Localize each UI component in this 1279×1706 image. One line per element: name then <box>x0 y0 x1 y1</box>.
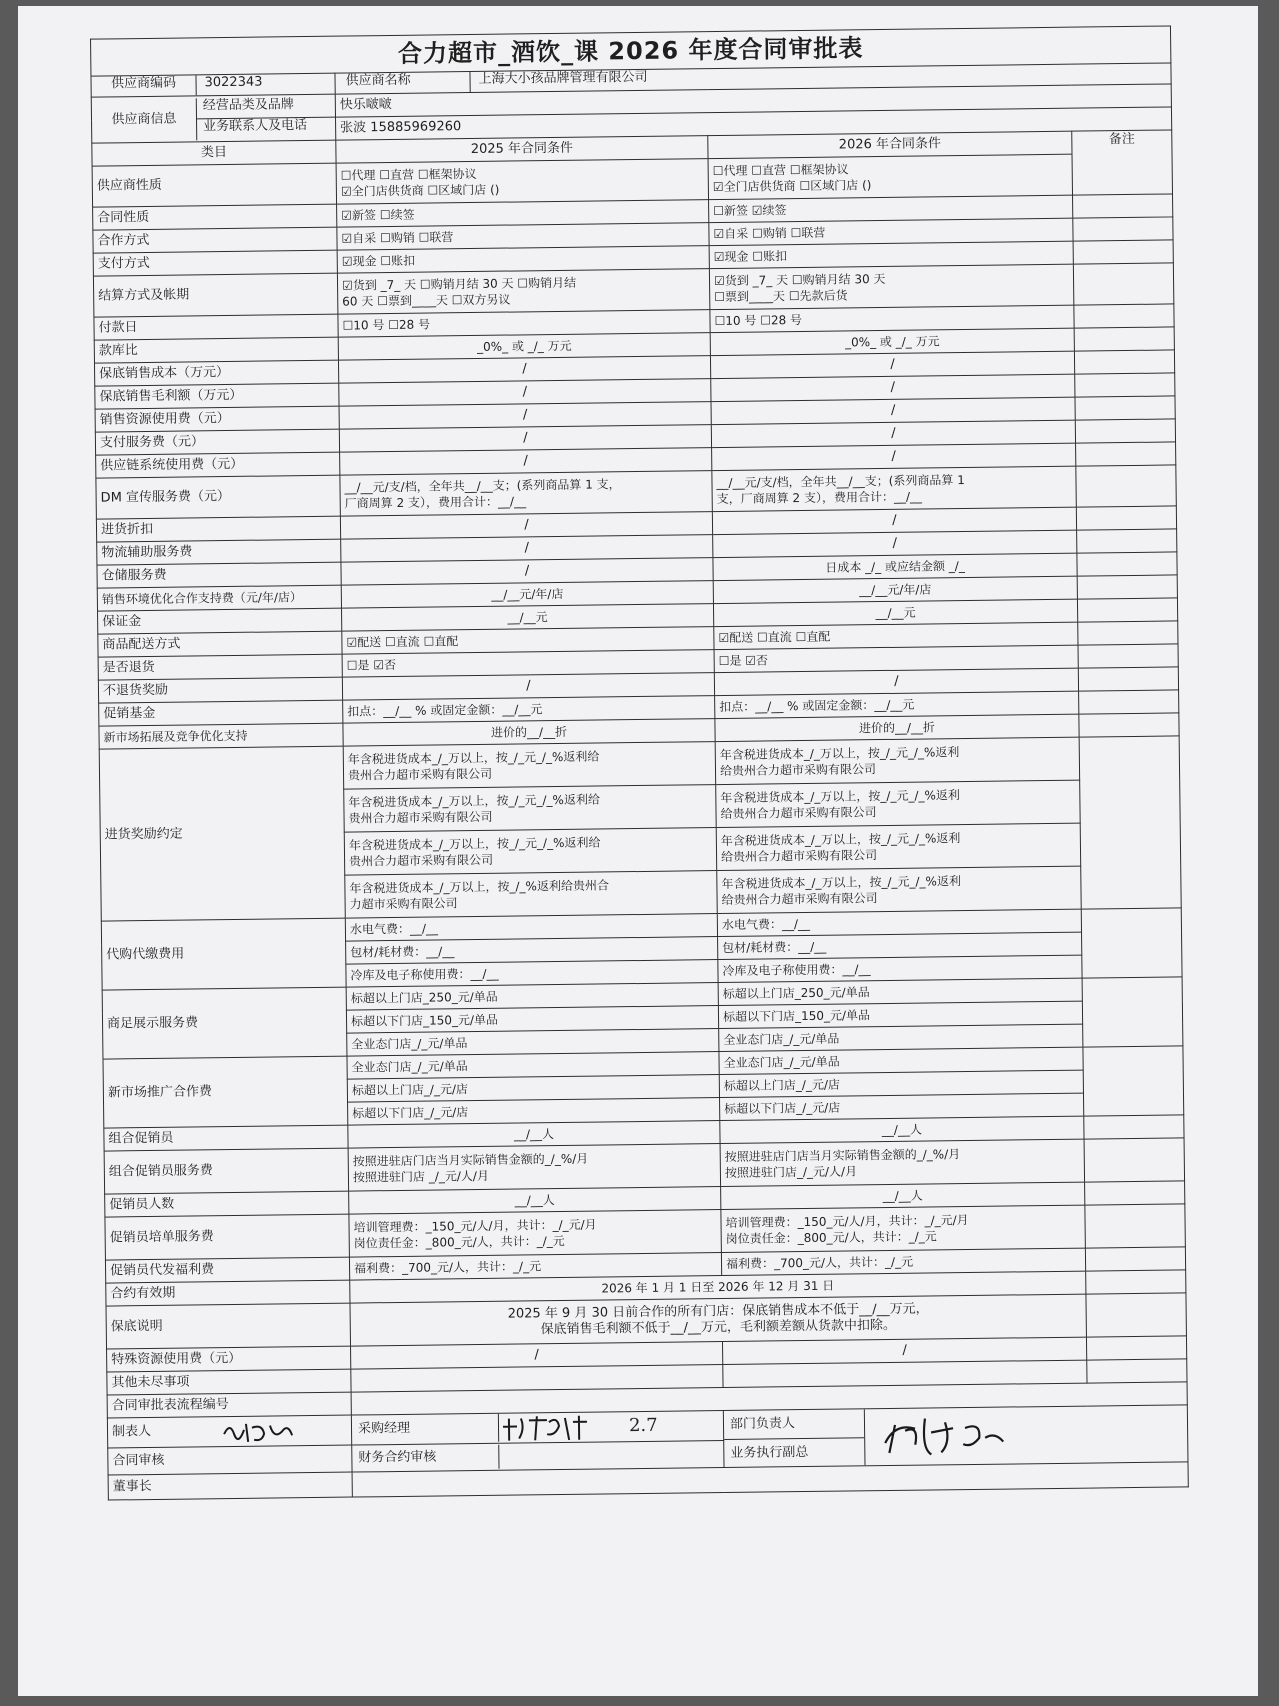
display-2026-below: 标超以下门店_150_元/单品 <box>718 1001 1082 1028</box>
combo-promoter-fee-2026 <box>720 1139 1084 1186</box>
returns-label: 是否退货 <box>98 654 342 680</box>
nature-2026-line1: ☐代理 ☐直营 ☐框架协议 <box>712 162 849 179</box>
combo-promoter-fee-2025-line1: 按照进驻店门店当月实际销售金额的_/_%/月 <box>352 1151 589 1169</box>
new-market-2025: 进价的__/__折 <box>343 719 715 747</box>
ratio-remark <box>1074 327 1174 351</box>
agency-label: 代购代缴费用 <box>101 918 346 990</box>
ratio-label: 款库比 <box>94 337 338 363</box>
pay-day-2025: ☐10 号 ☐28 号 <box>338 310 710 338</box>
contract-type-remark <box>1073 194 1173 218</box>
form-title: 合力超市_酒饮_课 2026 年度合同审批表 <box>91 26 1171 76</box>
dept-head-label: 部门负责人 <box>724 1409 864 1440</box>
env-2025: __/__元/年/店 <box>341 581 713 609</box>
purchase-manager-date: 2.7 <box>628 1415 658 1437</box>
purchase-reward-2026-2 <box>716 780 1080 827</box>
purchase-reward-remark <box>1079 736 1181 909</box>
guarantee-note-label: 保底说明 <box>106 1303 351 1349</box>
contract-type-label: 合同性质 <box>93 204 337 230</box>
supplier-code-value: 3022343 <box>204 74 263 91</box>
purchase-reward-2026-2-line1: 年含税进货成本_/_万以上，按_/_元_/_%返利 <box>720 788 960 806</box>
contract-type-2026: ☐新签 ☑续签 <box>709 195 1073 222</box>
preparer-cell <box>107 1415 351 1447</box>
guarantee-note-remark <box>1086 1293 1187 1337</box>
purchase-reward-2026-3-line2: 给贵州合力超市采购有限公司 <box>720 848 878 865</box>
combo-promoter-label: 组合促销员 <box>104 1125 348 1151</box>
nature-label: 供应商性质 <box>92 163 336 207</box>
special-fee-2025: / <box>351 1342 723 1370</box>
returns-2025: ☐是 ☑否 <box>342 650 714 678</box>
special-fee-remark <box>1086 1336 1186 1360</box>
new-promo-remark <box>1083 1046 1184 1116</box>
contract-type-2025: ☑新签 ☐续签 <box>337 200 709 228</box>
promoter-training-2026 <box>721 1205 1085 1252</box>
settlement-2026-line1: ☑货到 _7_ 天 ☐购销月结 30 天 <box>713 271 886 289</box>
settlement-2026-line2: ☐票到____天 ☐先款后货 <box>714 288 848 305</box>
purchase-reward-2025-3 <box>344 828 716 876</box>
combo-promoter-2026: __/__人 <box>720 1116 1084 1143</box>
discount-2025: / <box>340 512 712 540</box>
category-brand-label: 经营品类及品牌 <box>197 96 335 119</box>
combo-promoter-fee-label: 组合促销员服务费 <box>104 1148 349 1194</box>
dept-head-cell <box>723 1405 1188 1468</box>
settlement-2025-line2: 60 天 ☐票到____天 ☐双方另议 <box>342 292 511 309</box>
guarantee-margin-2026: / <box>711 374 1075 401</box>
promoter-count-label: 促销员人数 <box>105 1191 349 1217</box>
env-label: 销售环境优化合作支持费（元/年/店） <box>97 585 341 611</box>
promoter-count-2026: __/__人 <box>721 1182 1085 1209</box>
resource-fee-label: 销售资源使用费（元） <box>95 406 339 432</box>
payment-remark <box>1073 240 1173 264</box>
promo-fund-2026: 扣点：__/__ % 或固定金额：__/__元 <box>715 691 1079 718</box>
col-remarks: 备注 <box>1072 130 1173 195</box>
new-market-2026: 进价的__/__折 <box>715 714 1079 741</box>
dm-2025-line1: __/__元/支/档，全年共__/__支；(系列商品算 1 支， <box>344 477 621 495</box>
purchase-reward-2025-4-line2: 力超市采购有限公司 <box>349 896 458 912</box>
purchase-reward-2025-1-line2: 贵州合力超市采购有限公司 <box>347 766 493 783</box>
storage-2026: 日成本 _/_ 或应结金额 _/_ <box>713 553 1077 580</box>
resource-fee-remark <box>1075 396 1175 420</box>
combo-promoter-fee-2025 <box>348 1144 720 1192</box>
promoter-training-2026-line1: 培训管理费：_150_元/人/月，共计：_/_元/月 <box>725 1213 969 1230</box>
purchase-reward-2025-3-line2: 贵州合力超市采购有限公司 <box>349 852 494 869</box>
other-label: 其他未尽事项 <box>107 1369 351 1395</box>
discount-2026: / <box>712 507 1076 534</box>
promoter-training-2026-line2: 岗位责任金：_800_元/人，共计：_/_元 <box>725 1229 937 1246</box>
logistics-2025: / <box>341 535 713 563</box>
promoter-welfare-2025: 福利费：_700_元/人，共计：_/_元 <box>349 1253 721 1281</box>
new-market-label: 新市场拓展及竞争优化支持 <box>99 723 343 749</box>
pay-service-fee-label: 支付服务费（元） <box>95 429 339 455</box>
supplier-code-cell <box>91 73 335 97</box>
guarantee-note-line1: 2025 年 9 月 30 日前合作的所有门店：保底销售成本不低于__/__万元， <box>507 1301 929 1322</box>
nature-2025-line1: ☐代理 ☐直营 ☐框架协议 <box>340 166 477 183</box>
dm-2025-line2: 厂商周算 2 支），费用合计：__/__ <box>344 494 527 511</box>
promoter-training-2025-line2: 岗位责任金：_800_元/人，共计：_/_元 <box>353 1233 565 1251</box>
nature-2026 <box>708 154 1072 199</box>
payment-2025: ☑现金 ☐账扣 <box>337 246 709 274</box>
agency-2025-packaging: 包材/耗材费：__/__ <box>346 937 718 965</box>
supplier-info-label: 供应商信息 <box>92 98 198 141</box>
purchase-reward-2026-1-line1: 年含税进货成本_/_万以上，按_/_元_/_%返利 <box>719 745 960 763</box>
contact-label: 业务联系人及电话 <box>203 117 308 134</box>
new-promo-2025-all: 全业态门店_/_元/单品 <box>347 1052 719 1080</box>
new-promo-2026-all: 全业态门店_/_元/单品 <box>719 1047 1083 1074</box>
special-fee-2026: / <box>722 1337 1086 1364</box>
delivery-label: 商品配送方式 <box>98 631 342 657</box>
guarantee-cost-remark <box>1074 350 1174 374</box>
new-promo-2025-below: 标超以下门店_/_元/店 <box>348 1098 720 1126</box>
col-2025: 2025 年合同条件 <box>336 136 708 164</box>
supplier-name-value: 上海大小孩品牌管理有限公司 <box>478 69 648 87</box>
promoter-training-2025-line1: 培训管理费：_150_元/人/月，共计：_/_元/月 <box>353 1217 597 1235</box>
nature-2025 <box>336 159 708 205</box>
purchase-reward-2026-2-line2: 给贵州合力超市采购有限公司 <box>720 805 877 822</box>
nature-2026-line2: ☑全门店供货商 ☐区域门店 () <box>712 178 872 195</box>
deposit-2026: __/__元 <box>713 599 1077 626</box>
paper-sheet <box>18 6 1258 1696</box>
col-2026: 2026 年合同条件 <box>708 131 1072 158</box>
validity-remark <box>1086 1270 1186 1294</box>
contract-review-label: 合同审核 <box>108 1445 352 1475</box>
returns-2026: ☐是 ☑否 <box>714 645 1078 672</box>
promoter-training-remark <box>1085 1204 1186 1248</box>
promoter-welfare-label: 促销员代发福利费 <box>105 1257 349 1283</box>
purchase-reward-2026-3-line1: 年含税进货成本_/_万以上，按_/_元_/_%返利 <box>720 831 961 849</box>
finance-review-label: 财务合约审核 <box>352 1445 499 1471</box>
new-promo-label: 新市场推广合作费 <box>103 1056 348 1128</box>
vp-label: 业务执行副总 <box>730 1444 809 1461</box>
deposit-2025: __/__元 <box>341 604 713 632</box>
purchase-reward-2026-3 <box>716 823 1080 870</box>
flow-no-label: 合同审批表流程编号 <box>107 1392 351 1418</box>
dm-2026-line2: 支，厂商周算 2 支），费用合计：__/__ <box>716 489 923 507</box>
deposit-remark <box>1077 598 1177 622</box>
purchase-reward-2025-4-line1: 年含税进货成本_/_万以上，按_/_%返利给贵州合 <box>349 878 609 896</box>
purchase-reward-2026-4-line2: 给贵州合力超市采购有限公司 <box>721 891 878 908</box>
display-2026-all: 全业态门店_/_元/单品 <box>719 1024 1083 1051</box>
agency-2026-utilities: 水电气费：__/__ <box>717 909 1081 936</box>
supply-chain-fee-2025: / <box>340 448 712 476</box>
resource-fee-2026: / <box>711 397 1075 424</box>
validity-value: 2026 年 1 月 1 日至 2026 年 12 月 31 日 <box>350 1271 1086 1303</box>
purchase-reward-2025-1 <box>343 742 715 790</box>
pay-day-2026: ☐10 号 ☐28 号 <box>710 305 1074 332</box>
agency-2026-coldstore: 冷库及电子称使用费：__/__ <box>718 955 1082 982</box>
purchase-reward-2025-2 <box>344 785 716 833</box>
purchase-reward-2026-4 <box>717 866 1081 913</box>
category-brand-value: 快乐啵啵 <box>335 84 1171 117</box>
supply-chain-fee-2026: / <box>712 443 1076 470</box>
combo-promoter-fee-2026-line2: 按照进驻门店_/_元/人/月 <box>724 1164 858 1180</box>
agency-2025-utilities: 水电气费：__/__ <box>345 914 717 942</box>
validity-label: 合约有效期 <box>106 1280 350 1306</box>
combo-promoter-remark <box>1084 1115 1184 1139</box>
logistics-2026: / <box>713 530 1077 557</box>
ratio-2025: _0%_ 或 _/_ 万元 <box>338 333 710 361</box>
purchase-reward-2025-1-line1: 年含税进货成本_/_万以上，按_/_元_/_%返利给 <box>347 749 600 767</box>
returns-remark <box>1078 644 1178 668</box>
no-return-reward-remark <box>1078 667 1178 691</box>
promoter-count-2025: __/__人 <box>349 1187 721 1215</box>
storage-remark <box>1077 552 1177 576</box>
combo-promoter-fee-2025-line2: 按照进驻门店 _/_元/人/月 <box>352 1168 489 1185</box>
cooperation-2025: ☑自采 ☐购销 ☐联营 <box>337 223 709 251</box>
storage-2025: / <box>341 558 713 586</box>
guarantee-cost-2026: / <box>710 351 1074 378</box>
ratio-2026: _0%_ 或 _/_ 万元 <box>710 328 1074 355</box>
new-promo-2026-above: 标超以上门店_/_元/店 <box>719 1070 1083 1097</box>
no-return-reward-2025: / <box>342 673 714 701</box>
supplier-name-label: 供应商名称 <box>335 72 470 94</box>
no-return-reward-2026: / <box>714 668 1078 695</box>
supplier-info-cell <box>91 94 336 143</box>
no-return-reward-label: 不退货奖励 <box>98 677 342 703</box>
purchase-reward-2026-1 <box>715 737 1079 784</box>
promo-fund-remark <box>1079 690 1179 714</box>
discount-label: 进货折扣 <box>96 516 340 542</box>
env-2026: __/__元/年/店 <box>713 576 1077 603</box>
pay-service-fee-remark <box>1075 419 1175 443</box>
delivery-2025: ☑配送 ☐直流 ☐直配 <box>342 627 714 655</box>
pay-day-remark <box>1074 304 1174 328</box>
logistics-remark <box>1077 529 1177 553</box>
resource-fee-2025: / <box>339 402 711 430</box>
supply-chain-fee-remark <box>1076 442 1176 466</box>
dm-remark <box>1076 465 1177 507</box>
payment-2026: ☑现金 ☐账扣 <box>709 241 1073 268</box>
display-2025-all: 全业态门店_/_元/单品 <box>347 1029 719 1057</box>
special-fee-label: 特殊资源使用费（元） <box>107 1346 351 1372</box>
other-remark <box>1087 1359 1187 1383</box>
combo-promoter-fee-2026-line1: 按照进驻店门店当月实际销售金额的_/_%/月 <box>724 1147 961 1164</box>
cooperation-label: 合作方式 <box>93 227 337 253</box>
purchase-reward-2025-2-line1: 年含税进货成本_/_万以上，按_/_元_/_%返利给 <box>348 792 600 810</box>
new-market-remark <box>1079 713 1179 737</box>
dm-2025 <box>340 471 712 517</box>
chairman-label: 董事长 <box>108 1472 352 1500</box>
promoter-welfare-2026: 福利费：_700_元/人，共计：_/_元 <box>721 1248 1085 1275</box>
env-remark <box>1077 575 1177 599</box>
settlement-2025-line1: ☑货到 _7_ 天 ☐购销月结 30 天 ☐购销月结 <box>341 275 577 293</box>
dm-label: DM 宣传服务费（元） <box>96 475 340 519</box>
dm-2026 <box>712 466 1076 511</box>
settlement-2026 <box>709 264 1073 309</box>
storage-label: 仓储服务费 <box>97 562 341 588</box>
payment-label: 支付方式 <box>93 250 337 276</box>
display-label: 商足展示服务费 <box>102 987 347 1059</box>
guarantee-cost-2025: / <box>338 356 710 384</box>
agency-2025-coldstore: 冷库及电子称使用费：__/__ <box>346 960 718 988</box>
delivery-2026: ☑配送 ☐直流 ☐直配 <box>714 622 1078 649</box>
pay-service-fee-2026: / <box>711 420 1075 447</box>
guarantee-margin-2025: / <box>339 379 711 407</box>
promoter-training-label: 促销员培单服务费 <box>105 1214 350 1260</box>
settlement-remark <box>1073 263 1174 305</box>
promoter-count-remark <box>1085 1181 1185 1205</box>
supply-chain-fee-label: 供应链系统使用费（元） <box>96 452 340 478</box>
purchase-reward-2026-4-line1: 年含税进货成本_/_万以上，按_/_元_/_%返利 <box>721 874 962 892</box>
guarantee-margin-label: 保底销售毛利额（万元） <box>95 383 339 409</box>
display-2025-below: 标超以下门店_150_元/单品 <box>346 1006 718 1034</box>
promoter-training-2025 <box>349 1210 721 1258</box>
col-category: 类目 <box>92 140 336 166</box>
agency-remark <box>1081 908 1182 978</box>
nature-2025-line2: ☑全门店供货商 ☐区域门店 () <box>340 182 500 199</box>
purchase-manager-label: 采购经理 <box>352 1414 499 1444</box>
combo-promoter-fee-remark <box>1084 1138 1185 1182</box>
new-promo-2026-below: 标超以下门店_/_元/店 <box>720 1093 1084 1120</box>
display-2025-above: 标超以上门店_250_元/单品 <box>346 983 718 1011</box>
logistics-label: 物流辅助服务费 <box>97 539 341 565</box>
guarantee-margin-remark <box>1075 373 1175 397</box>
purchase-reward-2025-4 <box>345 871 717 919</box>
cooperation-remark <box>1073 217 1173 241</box>
purchase-reward-label: 进货奖励约定 <box>99 746 345 921</box>
purchase-reward-2026-1-line2: 给贵州合力超市采购有限公司 <box>719 762 877 779</box>
combo-promoter-2025: __/__人 <box>348 1121 720 1149</box>
purchase-manager-cell <box>351 1411 723 1445</box>
display-remark <box>1082 977 1183 1047</box>
agency-2026-packaging: 包材/耗材费：__/__ <box>718 932 1082 959</box>
settlement-2025 <box>337 269 709 315</box>
approval-table <box>90 25 1189 1500</box>
deposit-label: 保证金 <box>98 608 342 634</box>
pay-day-label: 付款日 <box>94 314 338 340</box>
dm-2026-line1: __/__元/支/档，全年共__/__支；(系列商品算 1 <box>716 473 965 491</box>
purchase-reward-2025-3-line1: 年含税进货成本_/_万以上，按_/_元_/_%返利给 <box>348 835 601 853</box>
display-2026-above: 标超以上门店_250_元/单品 <box>718 978 1082 1005</box>
preparer-signature <box>216 1417 306 1444</box>
promo-fund-label: 促销基金 <box>99 700 343 726</box>
promoter-welfare-remark <box>1085 1247 1185 1271</box>
delivery-remark <box>1078 621 1178 645</box>
purchase-reward-2025-2-line2: 贵州合力超市采购有限公司 <box>348 809 493 826</box>
settlement-label: 结算方式及帐期 <box>93 273 337 317</box>
pay-service-fee-2025: / <box>339 425 711 453</box>
approval-form <box>90 25 1190 1678</box>
discount-remark <box>1076 506 1176 530</box>
cooperation-2026: ☑自采 ☐购销 ☐联营 <box>709 218 1073 245</box>
preparer-label: 制表人 <box>111 1424 152 1440</box>
dept-head-signature <box>865 1407 1066 1463</box>
guarantee-note-line2: 保底销售毛利额不低于__/__万元，毛利额差额从货款中扣除。 <box>540 1317 897 1338</box>
new-promo-2025-above: 标超以上门店_/_元/店 <box>347 1075 719 1103</box>
contact-value: 张波 15885969260 <box>335 107 1171 140</box>
guarantee-cost-label: 保底销售成本（万元） <box>94 360 338 386</box>
supplier-code-label: 供应商编码 <box>91 75 196 96</box>
promo-fund-2025: 扣点：__/__ % 或固定金额：__/__元 <box>343 696 715 724</box>
